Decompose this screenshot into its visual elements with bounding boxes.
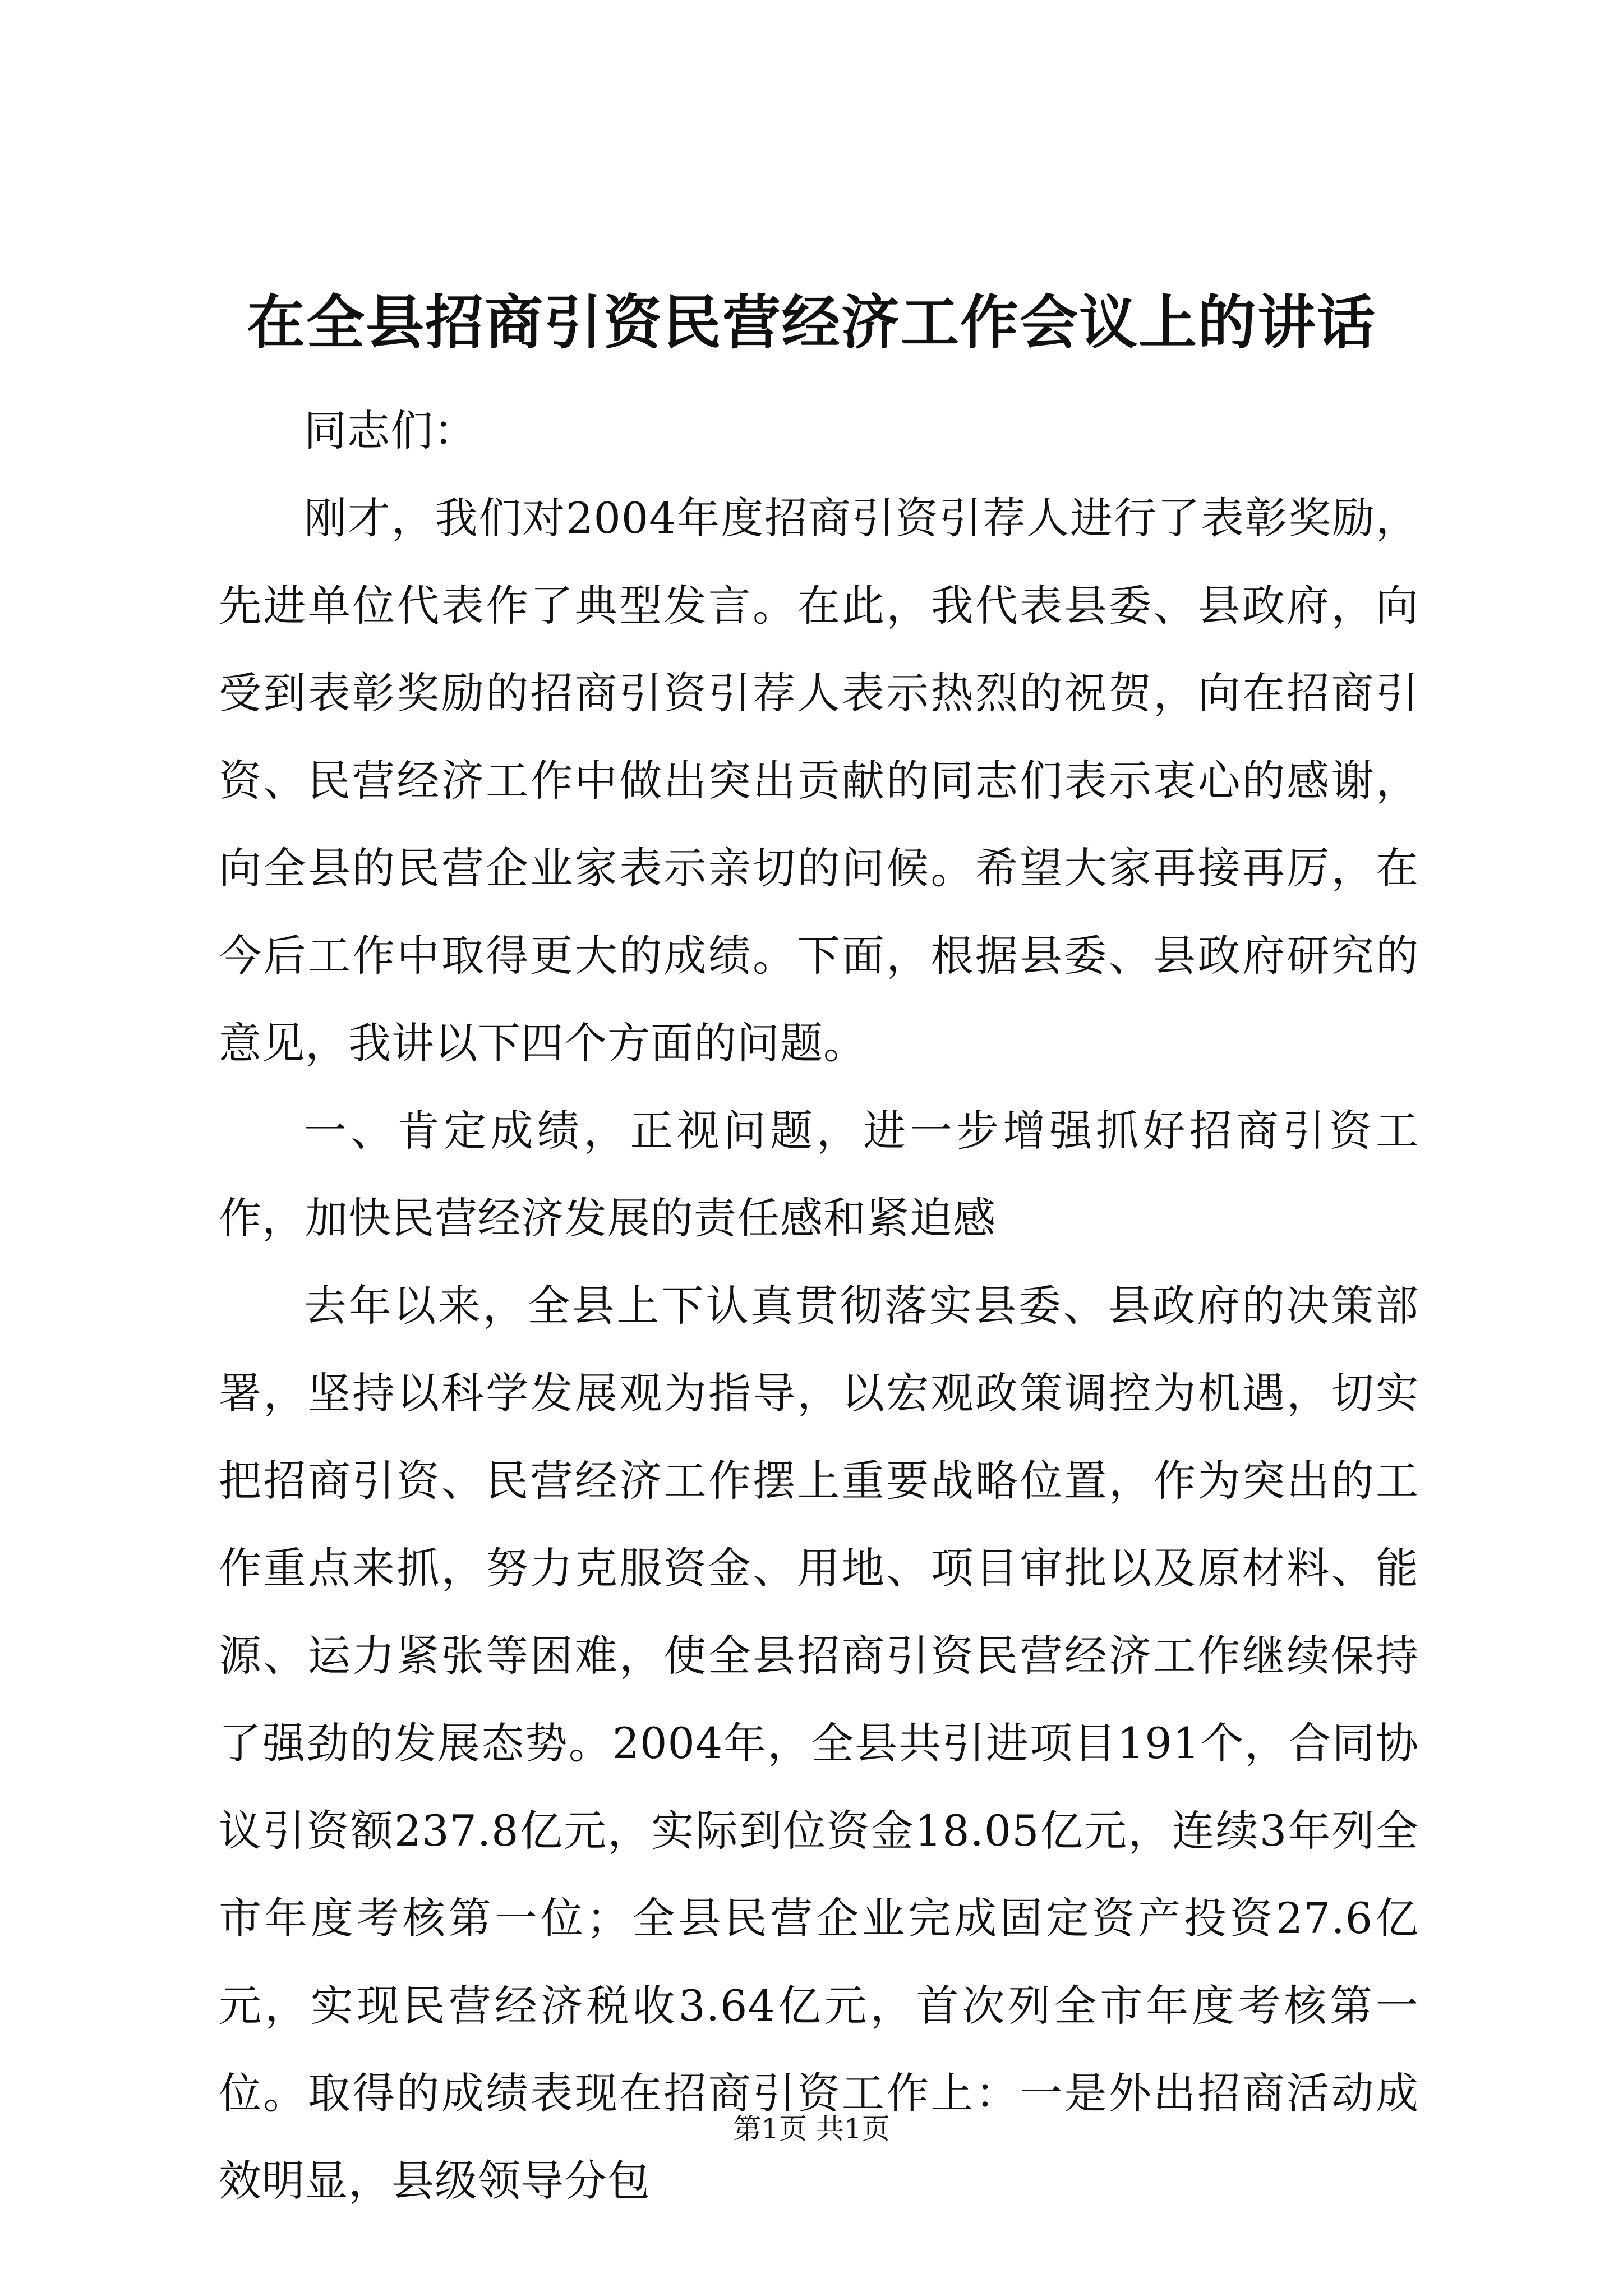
page-footer: 第1页 共1页 bbox=[733, 2113, 890, 2145]
paragraph-achievements: 去年以来，全县上下认真贯彻落实县委、县政府的决策部署，坚持以科学发展观为指导，以宏观政策调控为机遇，切实把招商引资、民营经济工作摆上重要战略位置，作为突出的工作重点来抓，努力克服资金、用地、项目审批以及原材料、能源、运力紧张等困难，使全县招商引资民营经济工作继续保持了强劲的发展态势。2004年，全县共引进项目191个，合同协议引资额237.8亿元，实际到位资金18.05亿元，连续3年列全市年度考核第一位；全县民营企业完成固定资产投资27.6亿元，实现民营经济税收3.64亿元，首次列全市年度考核第一位。取得的成绩表现在招商引资工作上：一是外出招商活动成效明显，县级领导分包 bbox=[219, 1281, 1419, 2206]
greeting: 同志们： bbox=[304, 406, 477, 455]
section-heading-1: 一、肯定成绩，正视问题，进一步增强抓好招商引资工作，加快民营经济发展的责任感和紧迫感 bbox=[219, 1106, 1419, 1243]
paragraph-opening: 刚才，我们对2004年度招商引资引荐人进行了表彰奖励，先进单位代表作了典型发言。在此，我代表县委、县政府，向受到表彰奖励的招商引资引荐人表示热烈的祝贺，向在招商引资、民营经济工作中做出突出贡献的同志们表示衷心的感谢，向全县的民营企业家表示亲切的问候。希望大家再接再厉，在今后工作中取得更大的成绩。下面，根据县委、县政府研究的意见，我讲以下四个方面的问题。 bbox=[219, 493, 1419, 1068]
document-title: 在全县招商引资民营经济工作会议上的讲话 bbox=[246, 288, 1376, 357]
document-body bbox=[219, 387, 1419, 2225]
